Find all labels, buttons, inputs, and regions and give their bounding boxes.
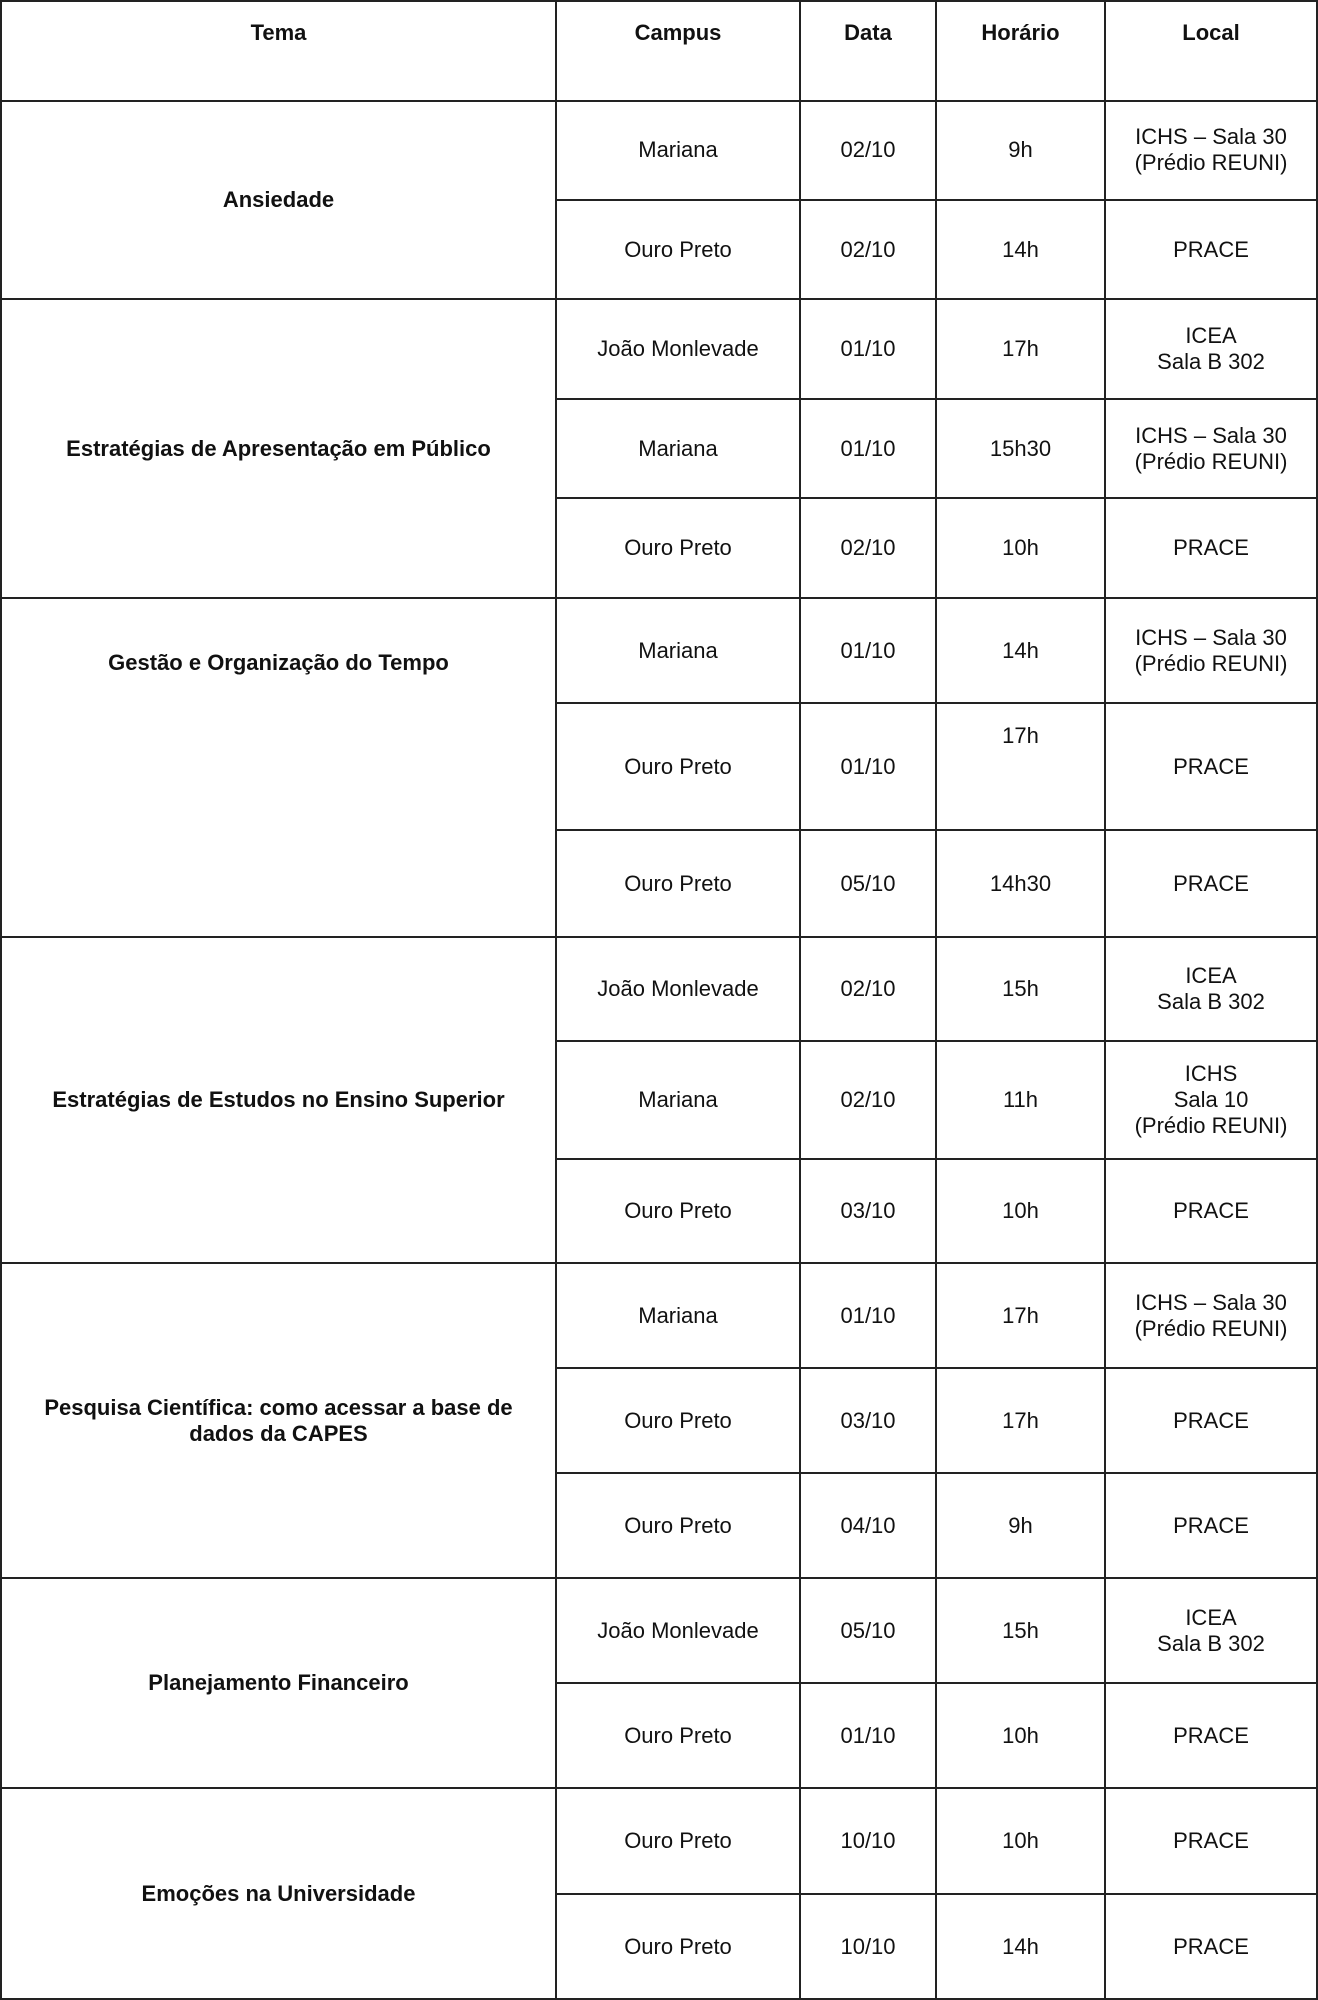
location-cell: PRACE bbox=[1173, 236, 1249, 262]
location-cell: ICHS – Sala 30 (Prédio REUNI) bbox=[1134, 624, 1288, 676]
date-cell: 05/10 bbox=[840, 870, 896, 896]
time-cell: 15h30 bbox=[989, 435, 1052, 461]
location-cell: ICHS Sala 10 (Prédio REUNI) bbox=[1134, 1061, 1288, 1138]
time-cell: 10h bbox=[1002, 1198, 1039, 1223]
campus-cell: João Monlevade bbox=[597, 336, 759, 361]
campus-cell: Ouro Preto bbox=[624, 1722, 732, 1748]
tema-cell: Estratégias de Estudos no Ensino Superior bbox=[52, 1087, 505, 1112]
campus-cell: Mariana bbox=[638, 1302, 718, 1328]
date-cell: 02/10 bbox=[840, 535, 896, 560]
location-cell: ICEA Sala B 302 bbox=[1157, 963, 1265, 1014]
header-tema: Tema bbox=[250, 20, 307, 45]
campus-cell: João Monlevade bbox=[597, 976, 759, 1001]
location-cell: PRACE bbox=[1173, 1198, 1249, 1223]
date-cell: 10/10 bbox=[840, 1828, 896, 1853]
date-cell: 02/10 bbox=[840, 236, 896, 262]
location-cell: PRACE bbox=[1173, 870, 1249, 896]
campus-cell: Ouro Preto bbox=[624, 1407, 732, 1433]
time-cell: 10h bbox=[1002, 535, 1039, 560]
header-horario: Horário bbox=[981, 20, 1060, 45]
time-cell: 14h30 bbox=[989, 870, 1052, 896]
time-cell: 17h bbox=[1002, 1302, 1039, 1328]
campus-cell: Ouro Preto bbox=[624, 1933, 732, 1959]
time-cell: 15h bbox=[1002, 976, 1039, 1001]
time-cell: 17h bbox=[1002, 723, 1039, 748]
campus-cell: João Monlevade bbox=[597, 1617, 759, 1643]
campus-cell: Mariana bbox=[638, 1087, 718, 1112]
tema-cell: Estratégias de Apresentação em Público bbox=[66, 435, 491, 461]
date-cell: 04/10 bbox=[840, 1512, 896, 1538]
time-cell: 9h bbox=[1008, 137, 1033, 162]
date-cell: 01/10 bbox=[840, 435, 896, 461]
location-cell: PRACE bbox=[1173, 1828, 1249, 1853]
time-cell: 15h bbox=[1002, 1617, 1039, 1643]
date-cell: 02/10 bbox=[840, 137, 896, 162]
date-cell: 01/10 bbox=[840, 637, 896, 663]
location-cell: ICEA Sala B 302 bbox=[1157, 323, 1265, 374]
time-cell: 11h bbox=[1002, 1087, 1039, 1112]
campus-cell: Ouro Preto bbox=[624, 1828, 732, 1853]
time-cell: 10h bbox=[1002, 1722, 1039, 1748]
location-cell: PRACE bbox=[1173, 1933, 1249, 1959]
time-cell: 10h bbox=[1002, 1828, 1039, 1853]
location-cell: PRACE bbox=[1173, 753, 1249, 779]
campus-cell: Mariana bbox=[638, 637, 718, 663]
date-cell: 02/10 bbox=[840, 976, 896, 1001]
location-cell: PRACE bbox=[1173, 1512, 1249, 1538]
campus-cell: Mariana bbox=[638, 137, 718, 162]
time-cell: 9h bbox=[1008, 1512, 1033, 1538]
tema-cell: Emoções na Universidade bbox=[141, 1880, 416, 1906]
date-cell: 10/10 bbox=[840, 1933, 896, 1959]
header-data: Data bbox=[844, 20, 892, 45]
date-cell: 03/10 bbox=[840, 1407, 896, 1433]
campus-cell: Ouro Preto bbox=[624, 1512, 732, 1538]
campus-cell: Ouro Preto bbox=[624, 753, 732, 779]
date-cell: 02/10 bbox=[840, 1087, 896, 1112]
location-cell: PRACE bbox=[1173, 1407, 1249, 1433]
date-cell: 03/10 bbox=[840, 1198, 896, 1223]
tema-cell: Planejamento Financeiro bbox=[148, 1670, 409, 1695]
time-cell: 17h bbox=[1002, 1407, 1039, 1433]
date-cell: 01/10 bbox=[840, 1302, 896, 1328]
campus-cell: Ouro Preto bbox=[624, 1198, 732, 1223]
campus-cell: Ouro Preto bbox=[624, 236, 732, 262]
location-cell: ICHS – Sala 30 (Prédio REUNI) bbox=[1134, 422, 1288, 474]
location-cell: PRACE bbox=[1173, 1722, 1249, 1748]
tema-cell: Gestão e Organização do Tempo bbox=[108, 649, 449, 675]
location-cell: ICEA Sala B 302 bbox=[1157, 1604, 1265, 1656]
date-cell: 01/10 bbox=[840, 336, 896, 361]
campus-cell: Mariana bbox=[638, 435, 718, 461]
time-cell: 14h bbox=[1002, 1933, 1039, 1959]
campus-cell: Ouro Preto bbox=[624, 870, 732, 896]
date-cell: 01/10 bbox=[840, 753, 896, 779]
time-cell: 14h bbox=[1002, 236, 1039, 262]
time-cell: 17h bbox=[1002, 336, 1039, 361]
campus-cell: Ouro Preto bbox=[624, 535, 732, 560]
tema-cell: Pesquisa Científica: como acessar a base de dados da CAPES bbox=[44, 1394, 513, 1446]
header-campus: Campus bbox=[634, 20, 722, 45]
date-cell: 05/10 bbox=[840, 1617, 896, 1643]
tema-cell: Ansiedade bbox=[222, 186, 335, 212]
date-cell: 01/10 bbox=[840, 1722, 896, 1748]
location-cell: ICHS – Sala 30 (Prédio REUNI) bbox=[1134, 1289, 1288, 1341]
location-cell: PRACE bbox=[1173, 535, 1249, 560]
time-cell: 14h bbox=[1002, 637, 1039, 663]
header-local: Local bbox=[1182, 20, 1240, 45]
location-cell: ICHS – Sala 30 (Prédio REUNI) bbox=[1134, 124, 1288, 175]
